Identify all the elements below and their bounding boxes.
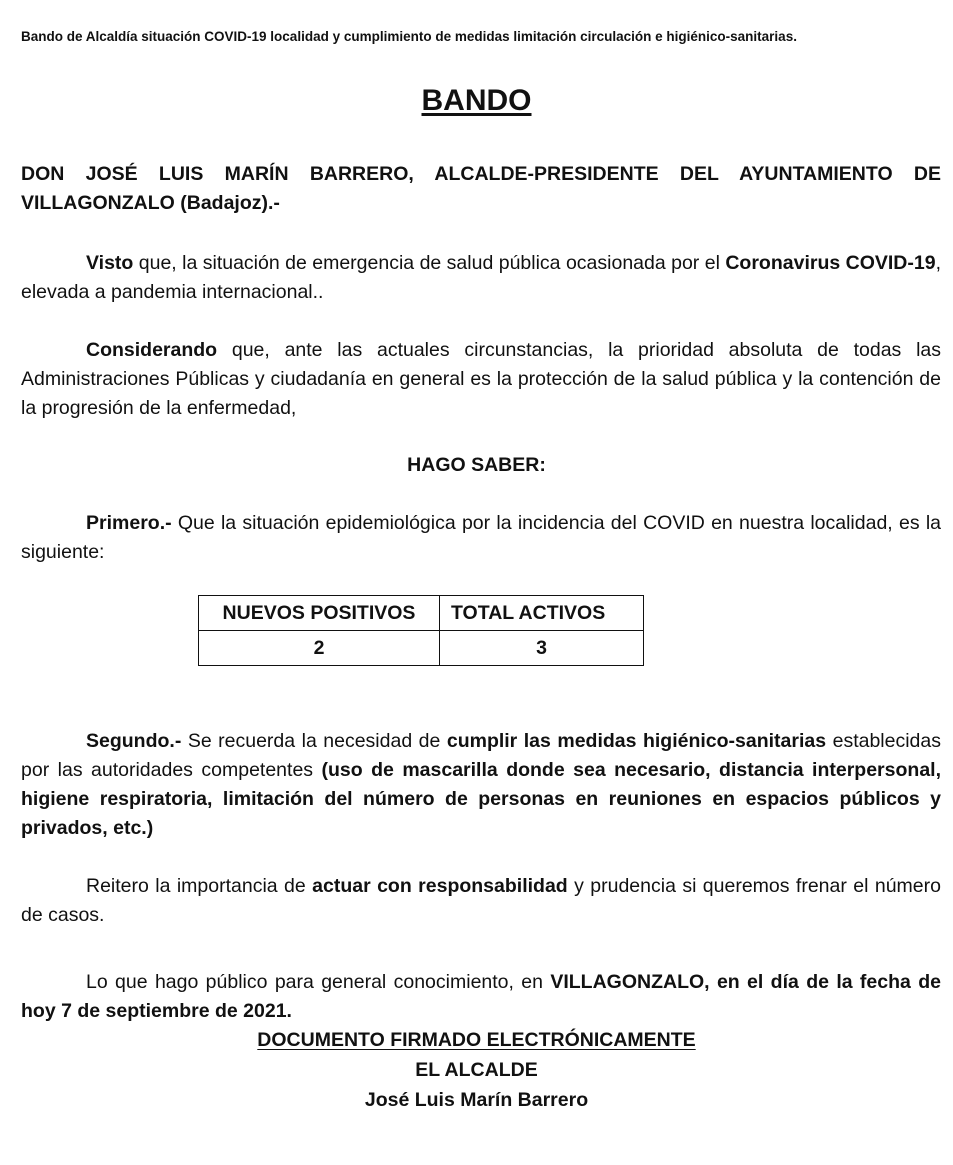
visto-lead: Visto: [86, 252, 134, 274]
signature-electronic: DOCUMENTO FIRMADO ELECTRÓNICAMENTE: [257, 1029, 696, 1051]
table-cell: 3: [440, 631, 644, 666]
hago-saber-heading: HAGO SABER:: [407, 454, 546, 476]
signature-role: EL ALCALDE: [415, 1059, 538, 1081]
reitero-paragraph: [21, 872, 941, 930]
primero-lead: Primero.-: [86, 512, 172, 534]
table-header-row: [199, 596, 644, 631]
segundo-lead: Segundo.-: [86, 730, 182, 752]
table-cell: 2: [199, 631, 440, 666]
visto-bold: Coronavirus COVID-19: [725, 252, 936, 274]
segundo-paragraph: [21, 727, 941, 843]
segundo-bold-2: (uso de mascarilla donde sea necesario, distancia interpersonal, higiene respiratoria, limitación del número de personas en reuniones en espacios públicos y privados, etc.): [21, 759, 941, 839]
considerando-text: que, ante las actuales circunstancias, la prioridad absoluta de todas las Administraciones Públicas y ciudadanía en general es la protección de la salud pública y la contención de la progresión de la enfermedad,: [21, 339, 941, 419]
closing-paragraph: [21, 968, 941, 1026]
signature-name: José Luis Marín Barrero: [364, 1089, 589, 1111]
visto-text-1: que, la situación de emergencia de salud pública ocasionada por el: [133, 252, 726, 274]
reitero-text-2: y prudencia si queremos frenar el número de casos.: [21, 875, 941, 926]
table-header-cell: NUEVOS POSITIVOS: [199, 596, 440, 631]
visto-text-2: , elevada a pandemia internacional..: [21, 252, 941, 303]
reitero-text-1: Reitero la importancia de: [86, 875, 313, 897]
segundo-bold-1: cumplir las medidas higiénico-sanitarias: [446, 730, 827, 752]
segundo-text-2: establecidas por las autoridades competentes: [21, 730, 941, 781]
segundo-text-1: Se recuerda la necesidad de: [181, 730, 447, 752]
closing-bold: VILLAGONZALO, en el día de la fecha de hoy 7 de septiembre de 2021.: [21, 971, 941, 1022]
table-header-cell: TOTAL ACTIVOS: [440, 596, 644, 631]
table-row: [199, 631, 644, 666]
primero-paragraph: [21, 509, 941, 567]
closing-text: Lo que hago público para general conocimiento, en: [86, 971, 551, 993]
visto-paragraph: [21, 249, 941, 307]
document-header: Bando de Alcaldía situación COVID-19 localidad y cumplimiento de medidas limitación circulación e higiénico-sanitarias.: [21, 29, 797, 44]
covid-cases-table: [198, 595, 644, 666]
document-title: BANDO: [421, 84, 532, 117]
primero-text: Que la situación epidemiológica por la incidencia del COVID en nuestra localidad, es la siguiente:: [21, 512, 941, 563]
considerando-paragraph: [21, 336, 941, 423]
considerando-lead: Considerando: [86, 339, 218, 361]
reitero-bold: actuar con responsabilidad: [312, 875, 568, 897]
mayor-intro: DON JOSÉ LUIS MARÍN BARRERO, ALCALDE-PRESIDENTE DEL AYUNTAMIENTO DE VILLAGONZALO (Badajoz).-: [21, 163, 941, 214]
